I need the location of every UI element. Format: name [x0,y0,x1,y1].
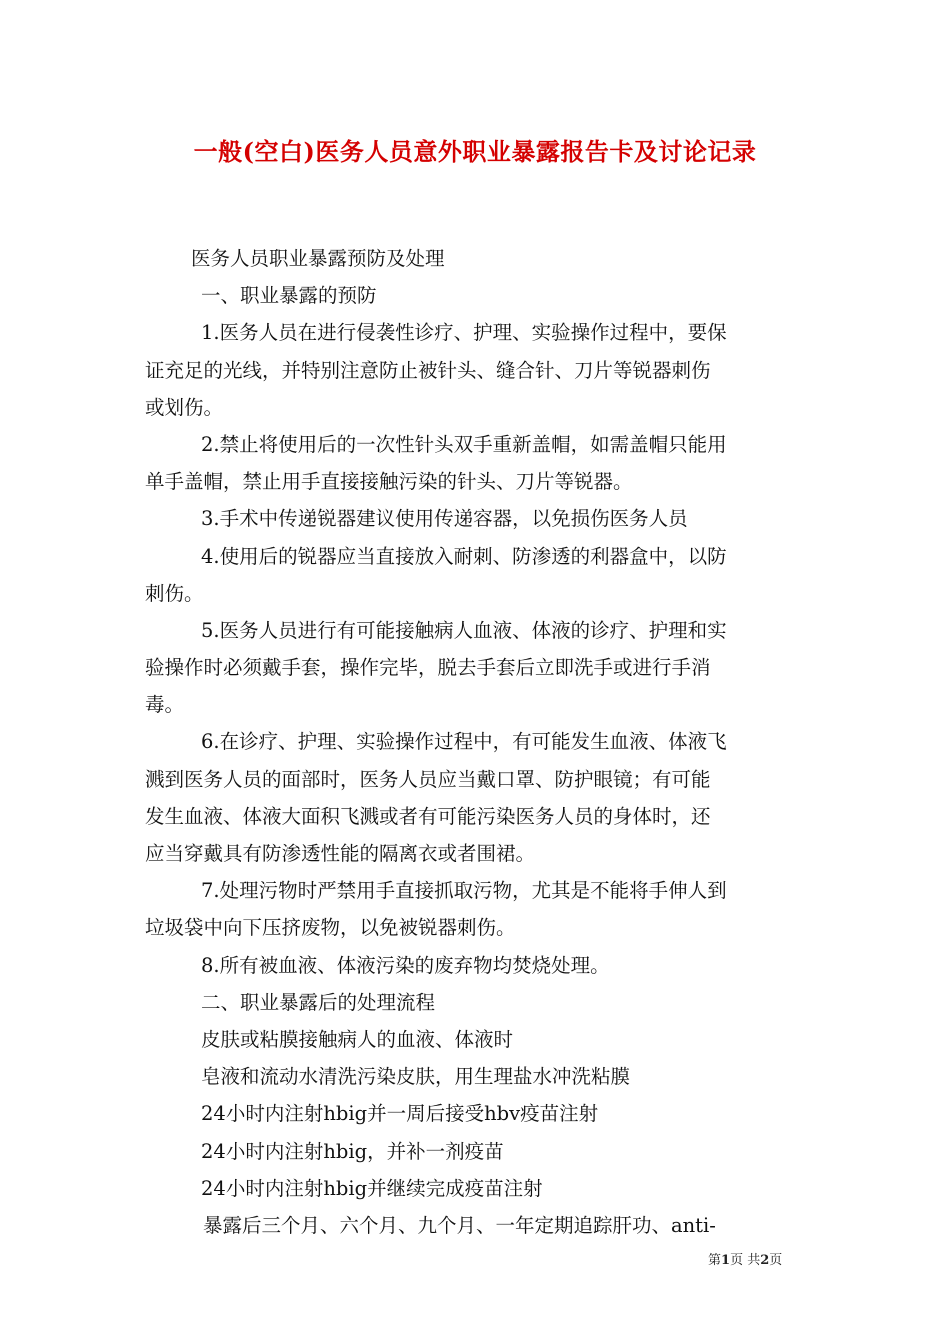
paragraph-line: 8.所有被血液、体液污染的废弃物均焚烧处理。 [201,953,610,977]
document-title: 一般(空白)医务人员意外职业暴露报告卡及讨论记录 [193,137,757,166]
document-body [145,240,807,1244]
section-heading-procedure: 二、职业暴露后的处理流程 [201,990,436,1014]
paragraph-line: 3.手术中传递锐器建议使用传递容器，以免损伤医务人员 [201,507,688,531]
procedure-step: 24小时内注射hbig，并补一剂疫苗 [201,1139,504,1163]
procedure-step: 皮肤或粘膜接触病人的血液、体液时 [201,1027,514,1051]
paragraph-line: 2.禁止将使用后的一次性针头双手重新盖帽，如需盖帽只能用 [201,432,727,456]
footer-suffix: 页 [769,1253,783,1268]
footer-prefix: 第 [708,1253,722,1268]
procedure-step: 24小时内注射hbig并一周后接受hbv疫苗注射 [201,1102,599,1126]
footer-middle: 页 共 [730,1253,761,1268]
paragraph-line: 7.处理污物时严禁用手直接抓取污物，尤其是不能将手伸人到 [201,879,727,903]
paragraph-line: 5.医务人员进行有可能接触病人血液、体液的诊疗、护理和实 [201,618,727,642]
paragraph-line: 6.在诊疗、护理、实验操作过程中，有可能发生血液、体液飞 [201,730,727,754]
paragraph-line: 溅到医务人员的面部时，医务人员应当戴口罩、防护眼镜；有可能 [145,767,711,791]
page-footer [708,1249,782,1268]
paragraph-line: 4.使用后的锐器应当直接放入耐刺、防渗透的利器盒中，以防 [201,544,727,568]
footer-current-page: 1 [721,1253,731,1268]
paragraph-line: 单手盖帽，禁止用手直接接触污染的针头、刀片等锐器。 [145,470,633,494]
paragraph-line: 1.医务人员在进行侵袭性诊疗、护理、实验操作过程中，要保 [201,321,727,345]
paragraph-line: 毒。 [145,693,185,717]
section-heading-main: 医务人员职业暴露预防及处理 [191,247,445,270]
section-heading-prevention: 一、职业暴露的预防 [201,284,377,308]
paragraph-line: 垃圾袋中向下压挤废物，以免被锐器刺伤。 [145,916,516,940]
paragraph-line: 刺伤。 [145,581,204,605]
paragraph-line: 或划伤。 [145,395,224,419]
paragraph-line: 发生血液、体液大面积飞溅或者有可能污染医务人员的身体时，还 [145,804,711,828]
procedure-step: 24小时内注射hbig并继续完成疫苗注射 [201,1176,543,1200]
footer-total-pages: 2 [760,1253,770,1268]
paragraph-line: 验操作时必须戴手套，操作完毕，脱去手套后立即洗手或进行手消 [145,656,711,680]
paragraph-line: 应当穿戴具有防渗透性能的隔离衣或者围裙。 [145,842,536,865]
procedure-step: 皂液和流动水清洗污染皮肤，用生理盐水冲洗粘膜 [201,1065,631,1089]
paragraph-line: 证充足的光线，并特别注意防止被针头、缝合针、刀片等锐器刺伤 [145,358,711,382]
procedure-step: 暴露后三个月、六个月、九个月、一年定期追踪肝功、anti- [203,1213,716,1237]
